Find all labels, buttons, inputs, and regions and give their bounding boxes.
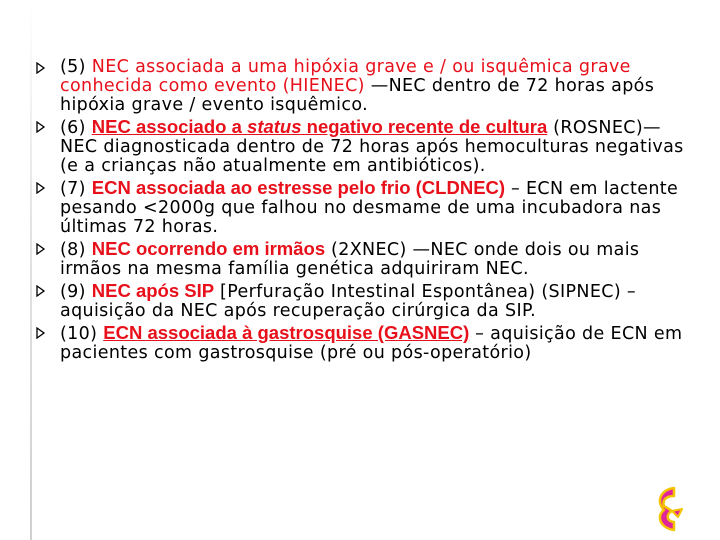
list-item <box>36 58 696 115</box>
item-description: (ROSNEC)—NEC diagnosticada dentro de 72 horas após hemoculturas negativas (e a crianças não atualmente em antibióticos). <box>60 118 684 176</box>
item-title: NEC após SIP <box>91 280 215 301</box>
item-description: —NEC dentro de 72 horas após hipóxia grave / evento isquêmico. <box>60 76 655 115</box>
item-description: – ECN em lactente pesando <2000g que falhou no desmame de uma incubadora nas últimas 72 horas. <box>60 179 679 237</box>
item-number: (10) <box>60 324 104 344</box>
list-item <box>36 117 696 176</box>
item-number: (6) <box>60 118 92 138</box>
item-description: – aquisição de ECN em pacientes com gastrosquise (pré ou pós-operatório) <box>60 324 683 363</box>
left-divider-line <box>30 0 32 540</box>
item-title: ECN associada ao estresse pelo frio (CLDNEC) <box>91 177 506 198</box>
item-number: (7) <box>60 179 92 199</box>
item-description: [Perfuração Intestinal Espontânea) (SIPNEC) – aquisição da NEC após recuperação cirúrgica da SIP. <box>60 282 637 321</box>
right-arrow-bullet-icon <box>36 62 46 74</box>
right-arrow-bullet-icon <box>36 121 46 133</box>
right-arrow-bullet-icon <box>36 327 46 339</box>
item-description: (2XNEC) —NEC onde dois ou mais irmãos na mesma família genética adquiriram NEC. <box>60 240 640 279</box>
list-item <box>36 239 696 279</box>
item-title-part: NEC associado a <box>91 116 248 137</box>
return-arrow-icon[interactable] <box>652 484 686 534</box>
list-item <box>36 178 696 237</box>
item-number: (5) <box>60 57 92 77</box>
list-item <box>36 281 696 321</box>
item-title <box>92 116 547 137</box>
list-item <box>36 323 696 363</box>
item-title: NEC ocorrendo em irmãos <box>91 238 326 259</box>
item-number: (8) <box>60 240 92 260</box>
item-title: ECN associada à gastrosquise (GASNEC) <box>103 322 470 343</box>
item-title: NEC associada a uma hipóxia grave e / ou isquêmica grave conhecida como evento (HIENEC) <box>60 57 631 96</box>
bullet-list <box>36 58 696 365</box>
right-arrow-bullet-icon <box>36 182 46 194</box>
item-title-italic: status <box>247 116 302 137</box>
right-arrow-bullet-icon <box>36 285 46 297</box>
item-number: (9) <box>60 282 92 302</box>
item-title-part: negativo recente de cultura <box>301 116 548 137</box>
right-arrow-bullet-icon <box>36 243 46 255</box>
